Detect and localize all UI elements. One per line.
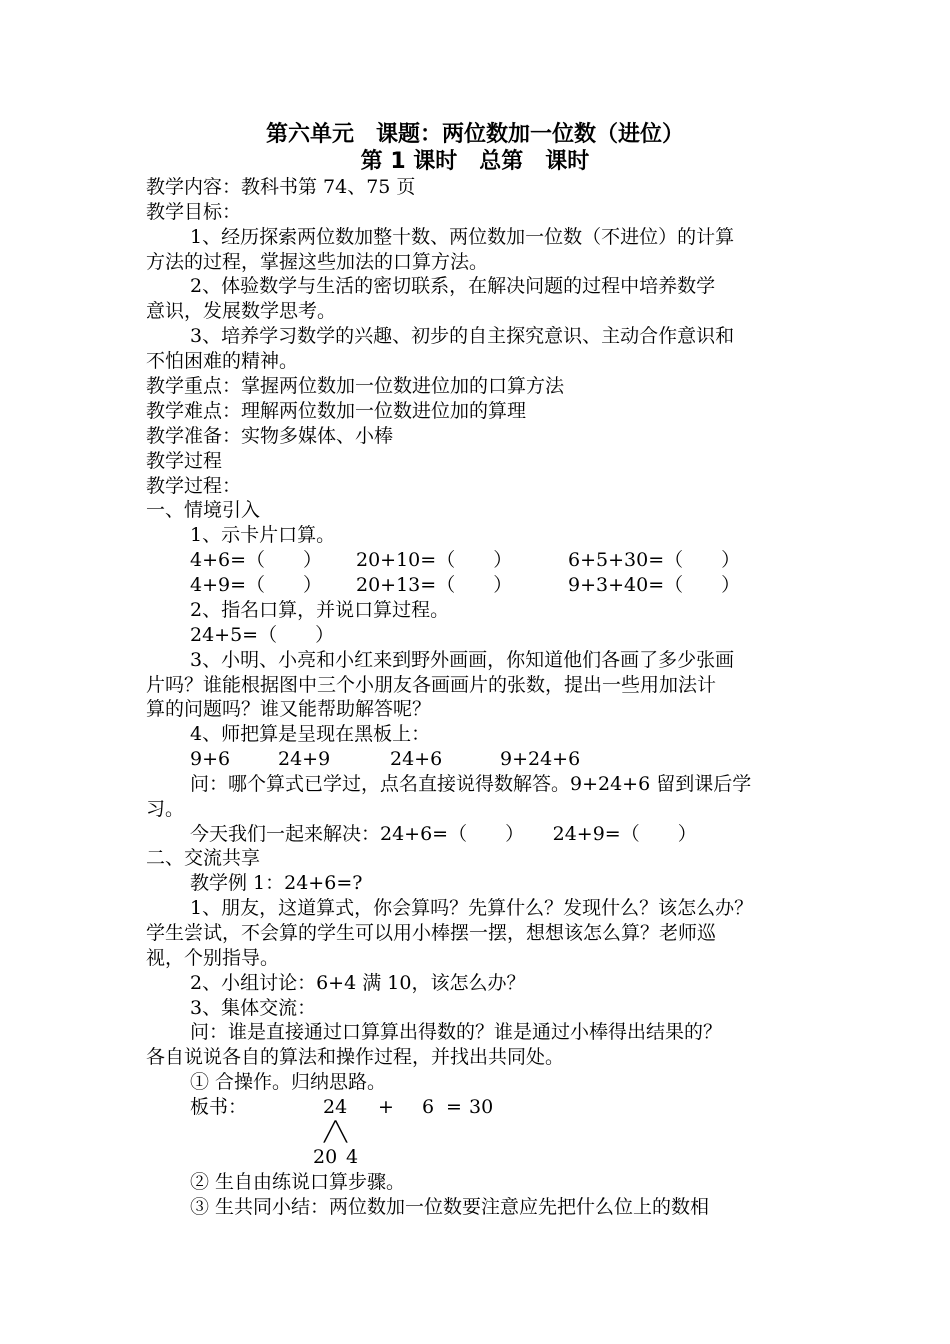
section-2-heading: 二、交流共享	[146, 847, 261, 869]
board-20: 20	[313, 1146, 338, 1168]
card-4-plus-9: 4+9=（ ）	[190, 574, 323, 596]
conclusion-3: ③ 生共同小结：两位数加一位数要注意应先把什么位上的数相	[190, 1196, 710, 1218]
lesson-title: 第六单元 课题：两位数加一位数（进位）	[265, 122, 684, 147]
goal-3-line-2: 不怕困难的精神。	[146, 350, 299, 372]
example-step-2: 2、小组讨论：6+4 满 10，该怎么办？	[190, 972, 526, 994]
question-line-1: 问：哪个算式已学过，点名直接说得数解答。9+24+6 留到课后学	[190, 773, 752, 795]
lesson-period: 第 1 课时 总第 课时	[360, 149, 590, 174]
board-split-mark: ╱╲	[324, 1121, 347, 1143]
teaching-content: 教学内容：教科书第 74、75 页	[146, 176, 416, 198]
example-step-3-question-2: 各自说说各自的算法和操作过程，并找出共同处。	[146, 1046, 565, 1068]
goal-1-line-2: 方法的过程，掌握这些加法的口算方法。	[146, 251, 489, 273]
today-task: 今天我们一起来解决：24+6=（ ） 24+9=（ ）	[190, 823, 697, 845]
board-6: 6	[422, 1096, 435, 1118]
example-step-3: 3、集体交流：	[190, 997, 317, 1019]
equation-24-plus-6: 24+6	[390, 748, 443, 770]
section-1-heading: 一、情境引入	[146, 499, 261, 521]
board-24: 24	[323, 1096, 348, 1118]
step-1-2: 2、指名口算，并说口算过程。	[190, 599, 450, 621]
teaching-difficulty: 教学难点：理解两位数加一位数进位加的算理	[146, 400, 527, 422]
step-1-3-line-1: 3、小明、小亮和小红来到野外画画，你知道他们各画了多少张画	[190, 649, 735, 671]
board-label: 板书：	[190, 1096, 248, 1118]
teaching-goals-heading: 教学目标：	[146, 201, 242, 223]
card-20-plus-13: 20+13=（ ）	[356, 574, 513, 596]
card-4-plus-6: 4+6=（ ）	[190, 549, 323, 571]
teaching-process-heading: 教学过程	[146, 450, 223, 472]
goal-2-line-1: 2、体验数学与生活的密切联系，在解决问题的过程中培养数学	[190, 275, 716, 297]
conclusion-1: ① 合操作。归纳思路。	[190, 1071, 387, 1093]
step-1-2-equation: 24+5=（ ）	[190, 624, 335, 646]
board-plus: +	[378, 1096, 394, 1118]
equation-9-plus-6: 9+6	[190, 748, 231, 770]
board-30: 30	[469, 1096, 494, 1118]
teaching-process-heading-2: 教学过程：	[146, 475, 242, 497]
step-1-3-line-2: 片吗？谁能根据图中三个小朋友各画画片的张数，提出一些用加法计	[146, 674, 717, 696]
example-1: 教学例 1：24+6=?	[190, 872, 363, 894]
card-6-plus-5-plus-30: 6+5+30=（ ）	[568, 549, 741, 571]
step-1-4: 4、师把算是呈现在黑板上：	[190, 723, 431, 745]
question-line-2: 习。	[146, 798, 185, 820]
goal-2-line-2: 意识，发展数学思考。	[146, 300, 337, 322]
example-step-1-line-1: 1、朋友，这道算式，你会算吗？先算什么？发现什么？该怎么办？	[190, 897, 754, 919]
step-1-1: 1、示卡片口算。	[190, 524, 336, 546]
card-9-plus-3-plus-40: 9+3+40=（ ）	[568, 574, 741, 596]
card-20-plus-10: 20+10=（ ）	[356, 549, 513, 571]
teaching-preparation: 教学准备：实物多媒体、小棒	[146, 425, 394, 447]
board-4: 4	[346, 1146, 359, 1168]
equation-9-plus-24-plus-6: 9+24+6	[500, 748, 581, 770]
example-step-3-question-1: 问：谁是直接通过口算算出得数的？谁是通过小棒得出结果的？	[190, 1021, 723, 1043]
goal-1-line-1: 1、经历探索两位数加整十数、两位数加一位数（不进位）的计算	[190, 226, 735, 248]
board-equals: =	[446, 1096, 462, 1118]
step-1-3-line-3: 算的问题吗？谁又能帮助解答呢？	[146, 698, 432, 720]
conclusion-2: ② 生自由练说口算步骤。	[190, 1171, 406, 1193]
example-step-1-line-2: 学生尝试，不会算的学生可以用小棒摆一摆，想想该怎么算？老师巡	[146, 922, 717, 944]
equation-24-plus-9: 24+9	[278, 748, 331, 770]
example-step-1-line-3: 视，个别指导。	[146, 947, 280, 969]
teaching-key-point: 教学重点：掌握两位数加一位数进位加的口算方法	[146, 375, 565, 397]
goal-3-line-1: 3、培养学习数学的兴趣、初步的自主探究意识、主动合作意识和	[190, 325, 735, 347]
